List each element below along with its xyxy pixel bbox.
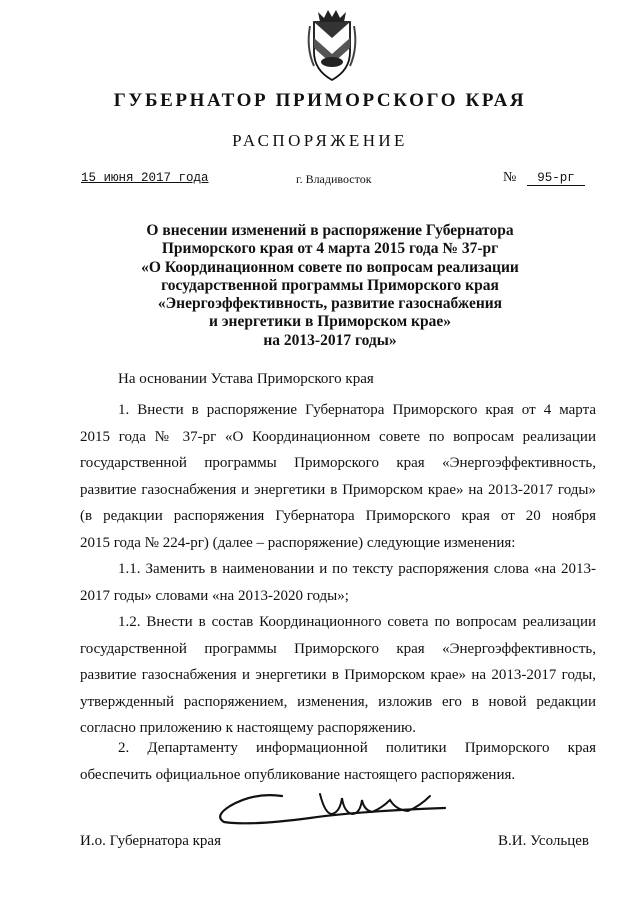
paragraph-1 bbox=[80, 397, 596, 556]
subject-line: «О Координационном совете по вопросам реализации bbox=[141, 258, 519, 276]
document-date: 15 июня 2017 года bbox=[81, 171, 209, 185]
paragraph-line: 2015 года № 224-рг) (далее – распоряжение) следующие изменения: bbox=[80, 534, 516, 551]
signatory-position: И.о. Губернатора края bbox=[80, 833, 221, 849]
paragraph-line: согласно приложению к настоящему распоряжению. bbox=[80, 720, 417, 736]
paragraph-line: 2015 года № 37-рг «О Координационном совете по вопросам реализации bbox=[80, 428, 596, 445]
paragraph-line: развитие газоснабжения и энергетики в Приморском крае» на 2013-2017 годы» bbox=[80, 481, 596, 498]
document-number: 95-рг bbox=[527, 171, 585, 186]
paragraph-line: 2. Департаменту информационной политики Приморского края bbox=[118, 740, 596, 756]
paragraph-line: развитие газоснабжения и энергетики в Приморском крае» на 2013-2017 годы, bbox=[80, 667, 596, 683]
paragraph-line: обеспечить официальное опубликование настоящего распоряжения. bbox=[80, 766, 516, 783]
subject-line: О внесении изменений в распоряжение Губернатора bbox=[146, 222, 514, 239]
paragraph-line: 1. Внести в распоряжение Губернатора Приморского края от 4 марта bbox=[118, 402, 596, 418]
signatory-name: В.И. Усольцев bbox=[498, 833, 589, 849]
document-subject bbox=[110, 222, 550, 350]
subject-line: Приморского края от 4 марта 2015 года № 37-рг bbox=[161, 240, 499, 258]
paragraph-line: государственной программы Приморского края «Энергоэффективность, bbox=[80, 455, 596, 471]
paragraph-line: государственной программы Приморского края «Энергоэффективность, bbox=[80, 640, 596, 657]
document-city: г. Владивосток bbox=[296, 172, 372, 186]
paragraph-line: 2017 годы» словами «на 2013-2020 годы»; bbox=[80, 587, 349, 604]
subject-line: на 2013-2017 годы» bbox=[263, 331, 397, 349]
basis-paragraph: На основании Устава Приморского края bbox=[118, 371, 374, 387]
number-label: № bbox=[503, 170, 517, 185]
subject-line: государственной программы Приморского края bbox=[161, 276, 499, 294]
document-type: РАСПОРЯЖЕНИЕ bbox=[232, 131, 408, 150]
paragraph-line: утвержденный распоряжением, изменения, изложив его в новой редакции bbox=[80, 693, 596, 710]
governor-title: ГУБЕРНАТОР ПРИМОРСКОГО КРАЯ bbox=[113, 90, 527, 111]
paragraph-line: (в редакции распоряжения Губернатора Приморского края от 20 ноября bbox=[80, 508, 596, 524]
paragraph-line: 1.2. Внести в состав Координационного совета по вопросам реализации bbox=[118, 614, 596, 630]
paragraph-line: 1.1. Заменить в наименовании и по тексту распоряжения слова «на 2013- bbox=[118, 561, 596, 577]
paragraph-2 bbox=[80, 735, 596, 788]
paragraph-1-2 bbox=[80, 609, 596, 742]
coat-of-arms-emblem bbox=[300, 8, 364, 84]
handwritten-signature bbox=[210, 784, 455, 828]
subject-line: и энергетики в Приморском крае» bbox=[209, 313, 451, 331]
paragraph-1-1 bbox=[80, 556, 596, 609]
subject-line: «Энергоэффективность, развитие газоснабжения bbox=[157, 295, 503, 313]
